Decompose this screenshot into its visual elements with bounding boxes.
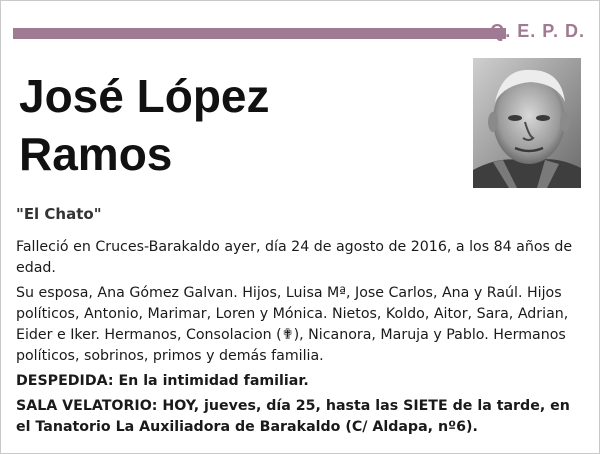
wake-paragraph: SALA VELATORIO: HOY, jueves, día 25, hasta las SIETE de la tarde, en el Tanatorio La Auxiliadora de Barakaldo (C/ Aldapa, nº6).: [16, 398, 570, 435]
header-bar: [13, 28, 506, 39]
family-paragraph: Su esposa, Ana Gómez Galvan. Hijos, Luisa Mª, Jose Carlos, Ana y Raúl. Hijos políticos, Antonio, Marimar, Loren y Mónica. Nietos, Koldo, Aitor, Sara, Adrian, Eider e Iker. Hermanos, Consolacion (✟), Nicanora, Maruja y Pablo. Hermanos políticos, sobrinos, primos y demás familia.: [16, 285, 569, 364]
name-line-2: Ramos: [19, 128, 173, 180]
qepd-label: Q. E. P. D.: [490, 21, 585, 41]
portrait-photo: [473, 58, 581, 188]
name-line-1: José López: [19, 70, 270, 122]
death-paragraph: Falleció en Cruces-Barakaldo ayer, día 24 de agosto de 2016, a los 84 años de edad.: [16, 239, 573, 276]
farewell-paragraph: DESPEDIDA: En la intimidad familiar.: [16, 373, 309, 389]
nickname: "El Chato": [16, 205, 102, 223]
portrait-image: [473, 58, 581, 188]
deceased-name: [19, 67, 459, 183]
obituary-text: [16, 237, 586, 442]
